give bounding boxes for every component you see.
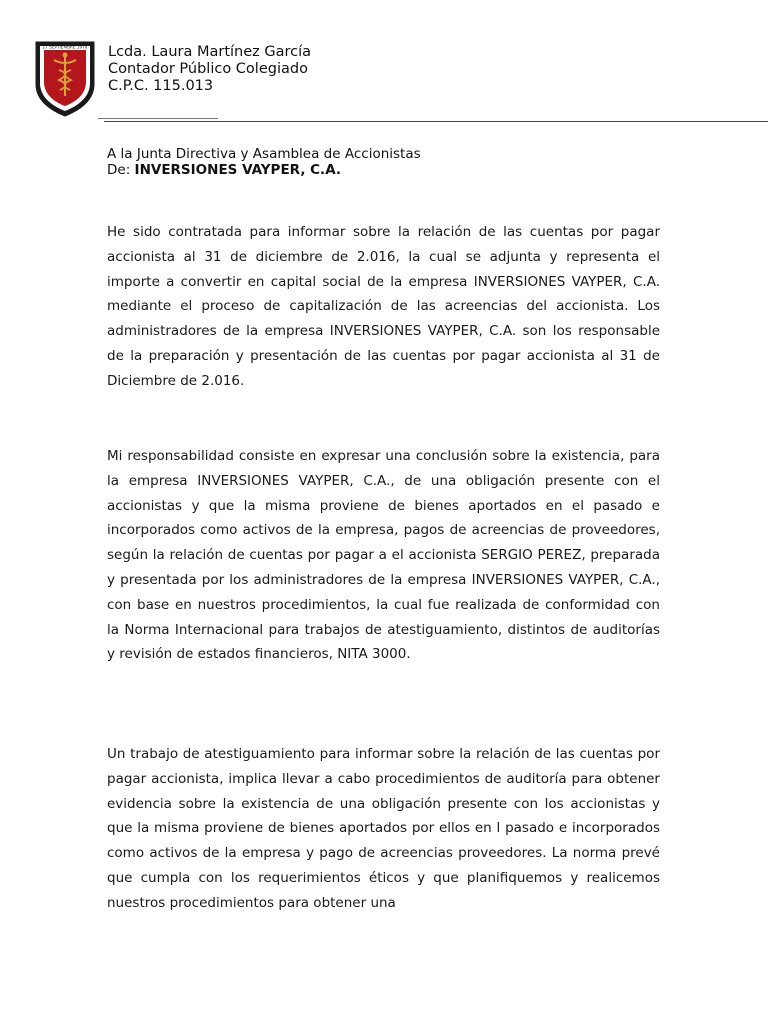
- accountant-college-seal-icon: [32, 38, 98, 118]
- from-label: De:: [107, 162, 135, 178]
- letterhead-rule: [104, 121, 768, 122]
- paragraph-3: Un trabajo de atestiguamiento para informar sobre la relación de las cuentas por pagar accionista, implica llevar a cabo procedimientos de auditoría para obtener evidencia sobre la existencia de una obligación presente con los accionistas y que la misma proviene de bienes aportados por ellos en l pasado e incorporados como activos de la empresa y pago de acreencias proveedores. La norma prevé que cumpla con los requerimientos éticos y que planifiquemos y realicemos nuestros procedimientos para obtener una: [107, 746, 660, 911]
- from-line: [107, 162, 421, 178]
- company-name: INVERSIONES VAYPER, C.A.: [134, 162, 342, 178]
- paragraph-2: Mi responsabilidad consiste en expresar una conclusión sobre la existencia, para la empresa INVERSIONES VAYPER, C.A., de una obligación presente con el accionistas y que la misma proviene de bienes aportados en el pasado e incorporados como activos de la empresa, pagos de acreencias de proveedores, según la relación de cuentas por pagar a el accionista SERGIO PEREZ, preparada y presentada por los administradores de la empresa INVERSIONES VAYPER, C.A., con base en nuestros procedimientos, la cual fue realizada de conformidad con la Norma Internacional para trabajos de atestiguamiento, distintos de auditorías y revisión de estados financieros, NITA 3000.: [107, 448, 660, 663]
- letterhead: [108, 44, 311, 95]
- paragraph-1: He sido contratada para informar sobre la relación de las cuentas por pagar accionista al 31 de diciembre de 2.016, la cual se adjunta y representa el importe a convertir en capital social de la empresa INVERSIONES VAYPER, C.A. mediante el proceso de capitalización de las acreencias del accionista. Los administradores de la empresa INVERSIONES VAYPER, C.A. son los responsable de la preparación y presentación de las cuentas por pagar accionista al 31 de Diciembre de 2.016.: [107, 224, 660, 389]
- seal-top-text: 27 SEPTIEMBRE 1978: [42, 44, 88, 50]
- addressee-block: [107, 146, 421, 178]
- addressee-line: A la Junta Directiva y Asamblea de Accionistas: [107, 146, 421, 162]
- letterhead-rule-left: [98, 118, 218, 119]
- license-number: C.P.C. 115.013: [108, 78, 214, 94]
- accountant-title: Contador Público Colegiado: [108, 61, 308, 77]
- accountant-name: Lcda. Laura Martínez García: [108, 44, 312, 60]
